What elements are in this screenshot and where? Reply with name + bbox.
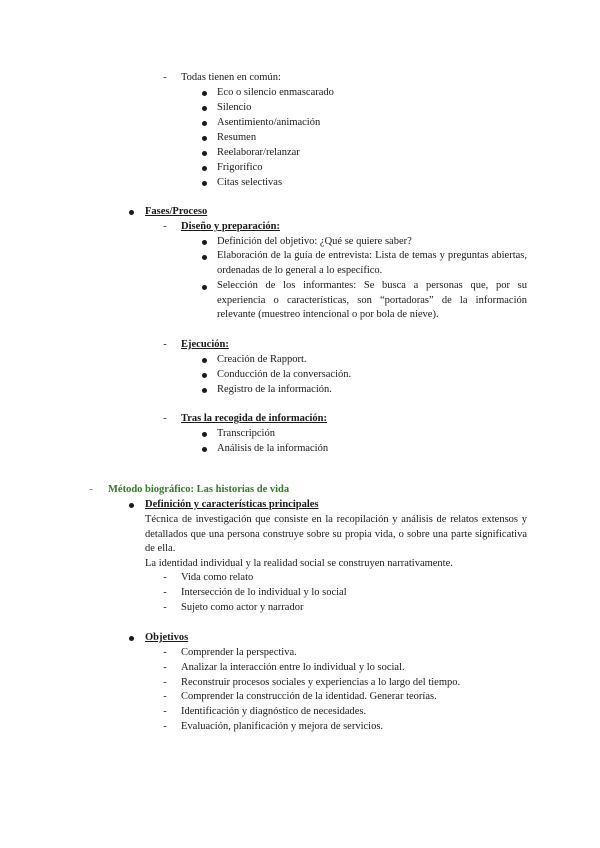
tras-item: Análisis de la información — [217, 443, 329, 454]
dash-bullet: - — [163, 691, 167, 702]
bullet-dot — [202, 432, 207, 437]
dash-bullet: - — [163, 647, 167, 658]
fases-heading: Fases/Proceso — [145, 206, 208, 217]
bullet-dot — [202, 91, 207, 96]
ejecucion-item: Registro de la información. — [217, 384, 332, 395]
bullet-dot — [202, 240, 207, 245]
bullet-dot — [129, 636, 134, 641]
bullet-dot — [129, 210, 134, 215]
definicion-paragraph: Técnica de investigación que consiste en la recopilación y análisis de relatos extensos y detallados que una persona construye sobre su propia vida, o sobre una parte significativa de ella. — [145, 514, 527, 555]
bullet-dot — [129, 503, 134, 508]
dash-bullet: - — [163, 602, 167, 613]
objetivos-heading: Objetivos — [145, 632, 189, 643]
bullet-dot — [202, 255, 207, 260]
dash-bullet: - — [163, 413, 167, 424]
intro-item: Silencio — [217, 102, 252, 113]
bullet-dot — [202, 136, 207, 141]
dash-bullet: - — [163, 662, 167, 673]
intro-heading: Todas tienen en común: — [181, 72, 281, 83]
intro-item: Resumen — [217, 132, 257, 143]
dash-bullet: - — [89, 484, 93, 495]
definicion-item: Vida como relato — [181, 572, 254, 583]
tras-item: Transcripción — [217, 428, 275, 439]
bullet-dot — [202, 106, 207, 111]
dash-bullet: - — [163, 721, 167, 732]
bullet-dot — [202, 181, 207, 186]
objetivo-item: Evaluación, planificación y mejora de servicios. — [181, 721, 384, 732]
dash-bullet: - — [163, 221, 167, 232]
diseno-item: Selección de los informantes: Se busca a personas que, por su experiencia o características, son “portadoras” de la información relevante (muestreo intencional o por bola de nieve). — [217, 280, 527, 321]
ejecucion-heading: Ejecución: — [181, 339, 229, 350]
objetivo-item: Analizar la interacción entre lo individual y lo social. — [181, 662, 405, 673]
definicion-item: Intersección de lo individual y lo social — [181, 587, 347, 598]
intro-item: Reelaborar/relanzar — [217, 147, 300, 158]
definicion-item: Sujeto como actor y narrador — [181, 602, 304, 613]
diseno-item: Definición del objetivo: ¿Qué se quiere saber? — [217, 236, 412, 247]
objetivo-item: Identificación y diagnóstico de necesidades. — [181, 706, 367, 717]
dash-bullet: - — [163, 339, 167, 350]
tras-heading: Tras la recogida de información: — [181, 413, 328, 424]
intro-item: Asentimiento/animación — [217, 117, 321, 128]
biografico-title: Método biográfico: Las historias de vida — [108, 484, 290, 495]
objetivo-item: Reconstruir procesos sociales y experiencias a lo largo del tiempo. — [181, 677, 461, 688]
bullet-dot — [202, 447, 207, 452]
objetivo-item: Comprender la perspectiva. — [181, 647, 297, 658]
dash-bullet: - — [163, 72, 167, 83]
definicion-heading: Definición y características principales — [145, 499, 319, 510]
intro-item: Eco o silencio enmascarado — [217, 87, 334, 98]
dash-bullet: - — [163, 706, 167, 717]
bullet-dot — [202, 358, 207, 363]
ejecucion-item: Conducción de la conversación. — [217, 369, 352, 380]
dash-bullet: - — [163, 572, 167, 583]
bullet-dot — [202, 285, 207, 290]
diseno-item: Elaboración de la guía de entrevista: Lista de temas y preguntas abiertas, ordenadas de lo general a lo específico. — [217, 250, 527, 276]
bullet-dot — [202, 166, 207, 171]
bullet-dot — [202, 373, 207, 378]
dash-bullet: - — [163, 587, 167, 598]
bullet-dot — [202, 388, 207, 393]
diseno-heading: Diseño y preparación: — [181, 221, 280, 232]
ejecucion-item: Creación de Rapport. — [217, 354, 307, 365]
bullet-dot — [202, 121, 207, 126]
dash-bullet: - — [163, 677, 167, 688]
objetivo-item: Comprender la construcción de la identidad. Generar teorías. — [181, 691, 437, 702]
intro-item: Citas selectivas — [217, 177, 283, 188]
definicion-sentence: La identidad individual y la realidad social se construyen narrativamente. — [145, 558, 453, 569]
intro-item: Frigorífico — [217, 162, 263, 173]
bullet-dot — [202, 151, 207, 156]
